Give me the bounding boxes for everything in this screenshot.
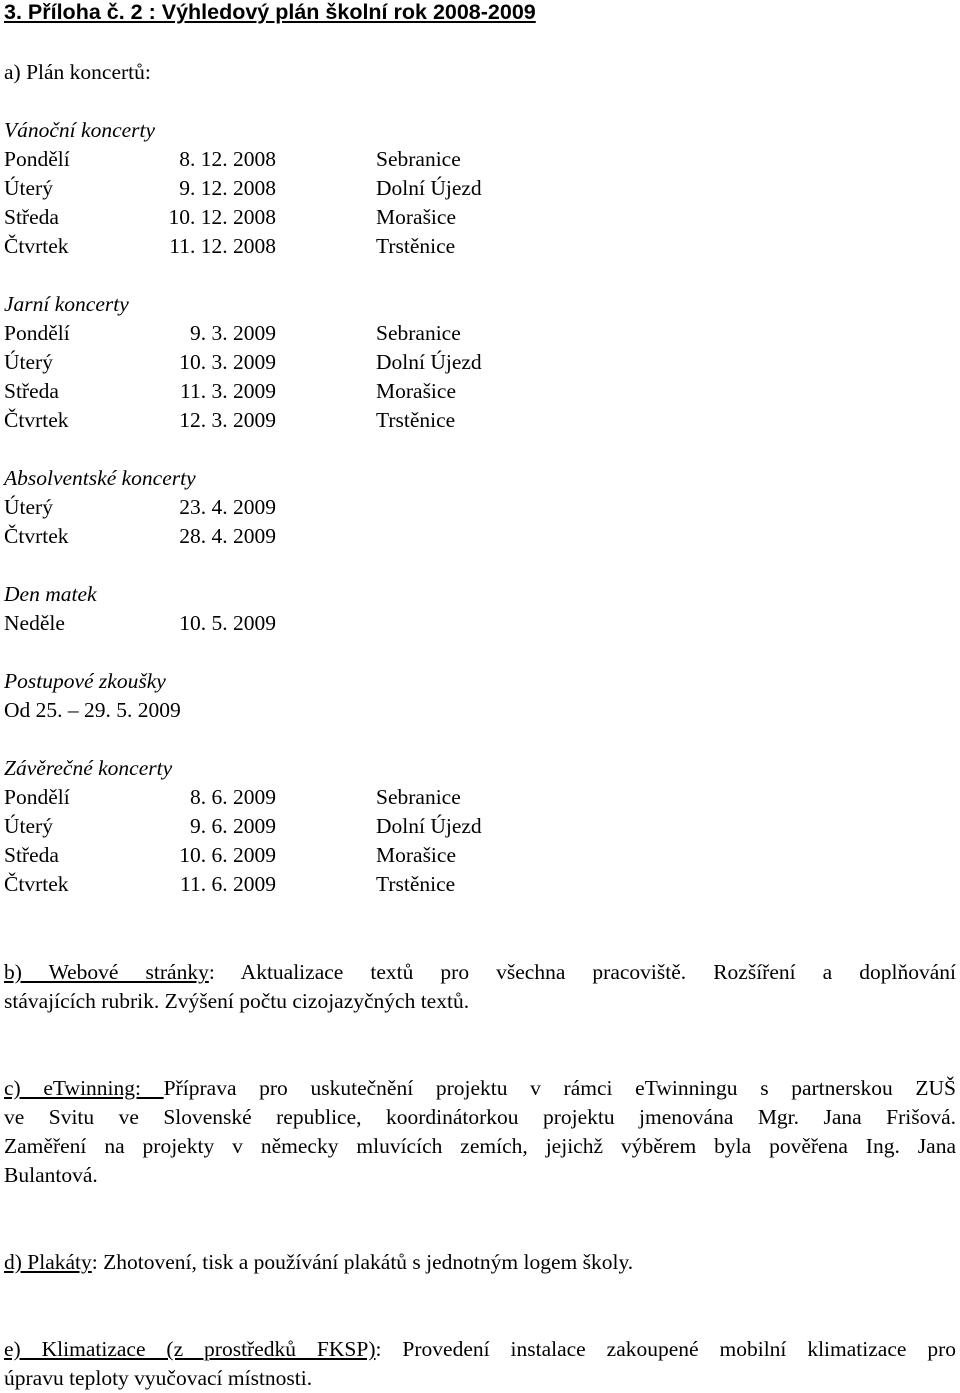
schedule-row	[4, 406, 956, 435]
row-place: Sebranice	[376, 147, 461, 171]
row-place: Trstěnice	[376, 408, 456, 432]
section-e-line: : Provedení instalace zakoupené mobilní klimatizace pro	[375, 1337, 956, 1361]
schedule-row	[4, 783, 956, 812]
row-place: Morašice	[376, 379, 456, 403]
section-d-paragraph	[4, 1248, 956, 1277]
page-title: 3. Příloha č. 2 : Výhledový plán školní rok 2008-2009	[4, 0, 536, 24]
row-day: Čtvrtek	[4, 872, 69, 896]
group-heading: Absolventské koncerty	[4, 466, 196, 490]
row-day: Pondělí	[4, 321, 70, 345]
row-date: 11. 12. 2008	[169, 234, 276, 258]
section-b-paragraph	[4, 958, 956, 1016]
row-day: Čtvrtek	[4, 524, 69, 548]
schedule-row	[4, 812, 956, 841]
section-b-line: stávajících rubrik. Zvýšení počtu cizojazyčných textů.	[4, 989, 470, 1013]
schedule-row	[4, 493, 956, 522]
row-place: Trstěnice	[376, 872, 456, 896]
row-place: Morašice	[376, 843, 456, 867]
row-date: 9. 12. 2008	[179, 176, 276, 200]
group-heading: Den matek	[4, 582, 97, 606]
section-e-line: úpravu teploty vyučovací místnosti.	[4, 1366, 313, 1390]
row-day: Úterý	[4, 350, 53, 374]
row-place: Sebranice	[376, 785, 461, 809]
row-place: Dolní Újezd	[376, 176, 482, 200]
group-heading: Závěrečné koncerty	[4, 756, 173, 780]
schedule-row	[4, 348, 956, 377]
row-place: Dolní Újezd	[376, 814, 482, 838]
row-date: 12. 3. 2009	[179, 408, 276, 432]
row-day: Neděle	[4, 611, 65, 635]
row-day: Čtvrtek	[4, 234, 69, 258]
row-date: 23. 4. 2009	[179, 495, 276, 519]
row-day: Úterý	[4, 495, 53, 519]
row-place: Sebranice	[376, 321, 461, 345]
row-date: 28. 4. 2009	[179, 524, 276, 548]
row-date: 11. 6. 2009	[180, 872, 276, 896]
row-date: 8. 12. 2008	[179, 147, 276, 171]
schedule-row	[4, 609, 956, 638]
schedule-row	[4, 145, 956, 174]
row-day: Pondělí	[4, 147, 70, 171]
row-place: Dolní Újezd	[376, 350, 482, 374]
row-day: Středa	[4, 843, 59, 867]
schedule-row	[4, 203, 956, 232]
section-e-label: e) Klimatizace (z prostředků FKSP)	[4, 1337, 376, 1361]
schedule-row	[4, 696, 956, 725]
section-d-label: d) Plakáty	[4, 1250, 92, 1274]
row-date: 8. 6. 2009	[190, 785, 276, 809]
section-b-label: b) Webové stránky	[4, 960, 209, 984]
row-date: 11. 3. 2009	[180, 379, 276, 403]
row-place: Morašice	[376, 205, 456, 229]
section-c-line: Bulantová.	[4, 1163, 98, 1187]
section-b-line: : Aktualizace textů pro všechna pracoviště. Rozšíření a doplňování	[208, 960, 956, 984]
row-date: 10. 12. 2008	[168, 205, 276, 229]
row-date: 9. 3. 2009	[190, 321, 276, 345]
row-date: 9. 6. 2009	[190, 814, 276, 838]
schedule-row	[4, 174, 956, 203]
schedule-row	[4, 319, 956, 348]
group-heading: Jarní koncerty	[4, 292, 129, 316]
row-date: 10. 6. 2009	[179, 843, 276, 867]
section-c-line: Zaměření na projekty v německy mluvících zemích, jejichž výběrem byla pověřena Ing. Jana	[4, 1134, 956, 1158]
section-a-heading: a) Plán koncertů:	[4, 60, 151, 84]
section-d-text: : Zhotovení, tisk a používání plakátů s jednotným logem školy.	[91, 1250, 634, 1274]
schedule-row	[4, 870, 956, 899]
section-c-line: ve Svitu ve Slovenské republice, koordinátorkou projektu jmenována Mgr. Jana Frišová.	[4, 1105, 956, 1129]
group-heading: Postupové zkoušky	[4, 669, 166, 693]
section-c-line: Příprava pro uskutečnění projektu v rámci eTwinningu s partnerskou ZUŠ	[163, 1076, 957, 1100]
row-place: Trstěnice	[376, 234, 456, 258]
row-day: Čtvrtek	[4, 408, 69, 432]
group-heading: Vánoční koncerty	[4, 118, 156, 142]
row-date: 10. 3. 2009	[179, 350, 276, 374]
schedule-row	[4, 841, 956, 870]
section-c-label: c) eTwinning:	[4, 1076, 164, 1100]
schedule-row	[4, 377, 956, 406]
row-day: Úterý	[4, 814, 53, 838]
schedule-row	[4, 522, 956, 551]
schedule-row	[4, 232, 956, 261]
row-date: 10. 5. 2009	[179, 611, 276, 635]
row-day: Úterý	[4, 176, 53, 200]
row-day: Od 25. – 29. 5. 2009	[4, 698, 181, 722]
section-c-paragraph	[4, 1074, 956, 1190]
row-day: Středa	[4, 379, 59, 403]
row-day: Pondělí	[4, 785, 70, 809]
section-e-paragraph	[4, 1335, 956, 1393]
row-day: Středa	[4, 205, 59, 229]
